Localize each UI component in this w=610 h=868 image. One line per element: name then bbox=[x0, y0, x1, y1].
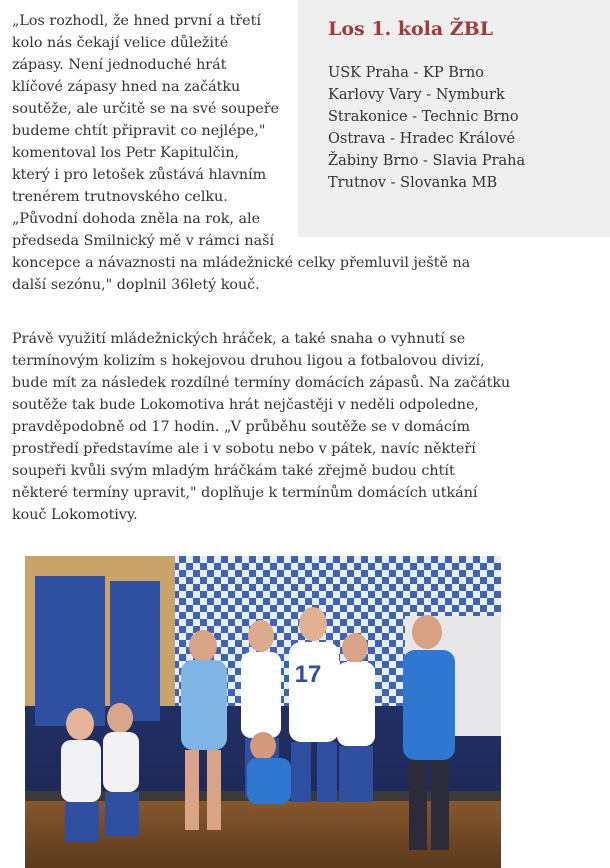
article bbox=[12, 0, 610, 868]
match-list bbox=[328, 62, 610, 194]
article-paragraph-2: Právě využití mládežnických hráček, a také snaha o vyhnutí se termínovým kolizím s hokejovou druhou ligou a fotbalovou divizí, bude mít za následek rozdílné termíny domácích zápasů. Na začátku soutěže tak bude Lokomotiva hrát nejčastěji v neděli odpoledne, pravděpodobně od 17 hodin. „V průběhu soutěže se v domácím prostředí představíme ale i v sobotu nebo v pátek, navíc někteří soupeři kvůli svým mladým hráčkám také zřejmě budou chtít některé termíny upravit," doplňuje k termínům domácích utkání kouč Lokomotivy. bbox=[12, 331, 511, 523]
photo-illustration bbox=[25, 556, 501, 868]
match-item: Karlovy Vary - Nymburk bbox=[328, 87, 505, 103]
match-item: Žabiny Brno - Slavia Praha bbox=[328, 153, 526, 169]
paragraph-1-text: „Los rozhodl, že hned první a třetí kolo nás čekají velice důležité zápasy. Není jednoduché hrát klíčové zápasy hned na začátku soutěže, ale určitě se na své soupeře budeme chtít připravit co nejlépe," komentoval los Petr Kapitulčin, který i pro letošek zůstává hlavním trenérem trutnovského celku. „Původní dohoda zněla na rok, ale předseda Smilnický mě v rámci naší koncepce a návaznosti na mládežnické celky přemluvil ještě na další sezónu," doplnil 36letý kouč. bbox=[12, 13, 471, 293]
match-item: Ostrava - Hradec Králové bbox=[328, 131, 516, 147]
draw-sidebar-box bbox=[298, 0, 610, 237]
team-timeout-photo bbox=[25, 556, 501, 868]
sidebar-title: Los 1. kola ŽBL bbox=[328, 18, 494, 40]
match-item: Strakonice - Technic Brno bbox=[328, 109, 519, 125]
match-item: USK Praha - KP Brno bbox=[328, 65, 484, 81]
jersey-number: 17 bbox=[294, 661, 322, 688]
match-item: Trutnov - Slovanka MB bbox=[328, 175, 498, 191]
